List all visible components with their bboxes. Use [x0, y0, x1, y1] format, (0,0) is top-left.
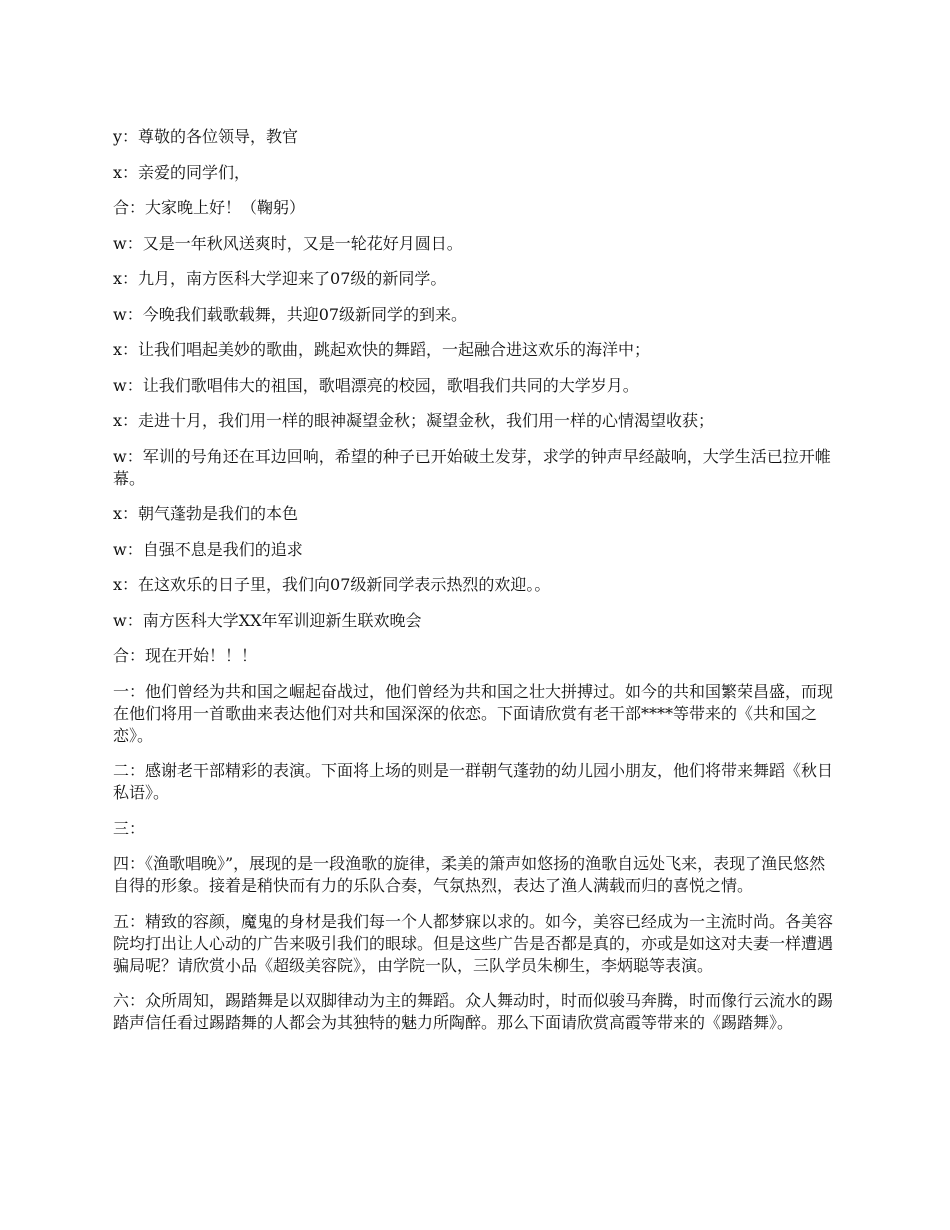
script-line: w：今晚我们载歌载舞，共迎07级新同学的到来。	[113, 304, 468, 324]
greeting-x: x：亲爱的同学们，	[113, 162, 251, 182]
script-line: w：自强不息是我们的追求	[113, 539, 303, 559]
program-item-1: 一：他们曾经为共和国之崛起奋战过，他们曾经为共和国之壮大拼搏过。如今的共和国繁荣昌盛，而现在他们将用一首歌曲来表达他们对共和国深深的依恋。下面请欣赏有老干部****等带来的《共和国之恋》。	[113, 681, 834, 745]
program-item-6: 六：众所周知，踢踏舞是以双脚律动为主的舞蹈。众人舞动时，时而似骏马奔腾，时而像行云流水的踢踏声信任看过踢踏舞的人都会为其独特的魅力所陶醉。那么下面请欣赏高霞等带来的《踢踏舞》。	[113, 991, 834, 1032]
script-line: x：朝气蓬勃是我们的本色	[113, 504, 299, 523]
program-item-3: 三：	[113, 818, 146, 838]
script-line: w：又是一年秋风送爽时，又是一轮花好月圆日。	[113, 233, 463, 253]
event-title-line: w：南方医科大学XX年军训迎新生联欢晚会	[113, 610, 422, 630]
script-line: w：让我们歌唱伟大的祖国，歌唱漂亮的校园，歌唱我们共同的大学岁月。	[113, 375, 639, 395]
script-line: x：九月，南方医科大学迎来了07级的新同学。	[113, 269, 447, 288]
opening-line: 合：现在开始！！！	[113, 646, 258, 665]
greeting-y: y：尊敬的各位领导，教官	[113, 127, 299, 146]
script-line: w：军训的号角还在耳边回响，希望的种子已开始破土发芽，求学的钟声早经敲响，大学生活已拉开帷幕。	[113, 446, 831, 488]
document-page	[113, 126, 837, 1048]
program-item-2: 二：感谢老干部精彩的表演。下面将上场的则是一群朝气蓬勃的幼儿园小朋友，他们将带来舞蹈《秋日私语》。	[113, 761, 834, 802]
program-item-5: 五：精致的容颜，魔鬼的身材是我们每一个人都梦寐以求的。如今，美容已经成为一主流时尚。各美容院均打出让人心动的广告来吸引我们的眼球。但是这些广告是否都是真的，亦或是如这对夫妻一样遭遇骗局呢？请欣赏小品《超级美容院》，由学院一队，三队学员朱柳生，李炳聪等表演。	[113, 911, 834, 975]
greeting-together: 合：大家晚上好！（鞠躬）	[113, 198, 306, 217]
program-item-4: 四：《渔歌唱晚》”，展现的是一段渔歌的旋律，柔美的箫声如悠扬的渔歌自远处飞来，表现了渔民悠然自得的形象。接着是稍快而有力的乐队合奏，气氛热烈，表达了渔人满载而归的喜悦之情。	[113, 854, 826, 895]
script-line: x：在这欢乐的日子里，我们向07级新同学表示热烈的欢迎。。	[113, 575, 551, 594]
script-line: x：让我们唱起美妙的歌曲，跳起欢快的舞蹈，一起融合进这欢乐的海洋中；	[113, 340, 651, 359]
script-line: x：走进十月，我们用一样的眼神凝望金秋；凝望金秋，我们用一样的心情渴望收获；	[113, 411, 715, 430]
